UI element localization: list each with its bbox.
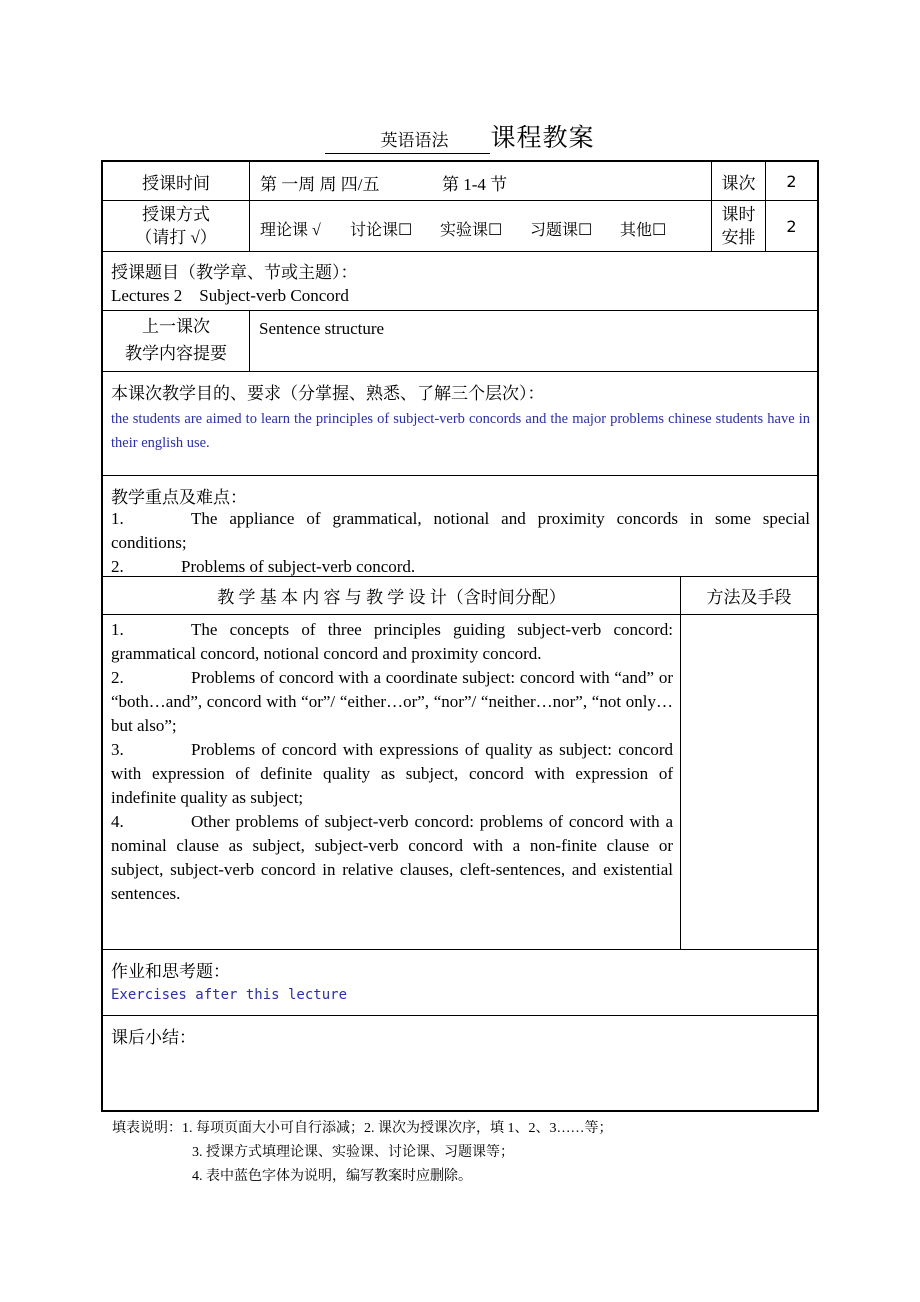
content-item-number: 3. [111,740,124,759]
row-content-header [103,576,817,614]
key-points-list [111,507,810,579]
content-item [111,738,673,810]
hours-label-line2: 安排 [721,228,756,247]
homework-label: 作业和思考题： [111,962,230,981]
key-point-number: 2. [111,557,124,576]
row-key-points [103,475,817,576]
content-list [111,618,673,906]
key-point-item [111,507,810,555]
teaching-method-label [103,201,249,251]
objectives-label: 本课次教学目的、要求（分掌握、熟悉、了解三个层次）： [111,384,545,403]
course-name: 英语语法 [325,126,490,154]
summary-label: 课后小结： [111,1028,196,1047]
content-header: 教 学 基 本 内 容 与 教 学 设 计（含时间分配） [217,588,566,607]
form-notes [112,1117,613,1189]
row-lecture-time [103,162,817,200]
content-item [111,666,673,738]
note-line-1: 填表说明：1. 每项页面大小可自行添减；2. 课次为授课次序，填 1、2、3……等； [112,1121,613,1136]
document-title [0,118,920,154]
option-discussion[interactable]: 讨论课☐ [350,222,413,239]
row-teaching-method [103,200,817,251]
key-point-number: 1. [111,509,124,528]
content-item-text: Other problems of subject-verb concord: problems of concord with a nominal clause as subject, subject-verb concord with a non-finite clause or subject, subject-verb concord in relative clauses, cleft-sentences, and existential sentences. [111,812,673,903]
hours-label-line1: 课时 [721,205,756,224]
note-line-2: 3. 授课方式填理论课、实验课、讨论课、习题课等； [192,1145,514,1160]
lecture-time-cell [249,162,711,200]
previous-lesson-label-line2: 教学内容提要 [125,344,227,363]
previous-lesson-label-line1: 上一课次 [142,317,210,336]
content-item-text: The concepts of three principles guiding subject-verb concord: grammatical concord, notional concord and proximity concord. [111,620,673,663]
key-point-text: Problems of subject-verb concord. [181,557,416,576]
previous-lesson-label [103,311,249,371]
content-body [103,615,680,949]
teaching-method-label-line2: （请打 √） [135,228,217,247]
teaching-method-options [249,201,711,251]
content-item [111,810,673,906]
content-item-text: Problems of concord with expressions of quality as subject: concord with expression of definite quality as subject, concord with expression of indefinite quality as subject; [111,740,673,807]
topic-value: Lectures 2 Subject-verb Concord [111,286,349,305]
previous-lesson-cell [249,311,817,371]
hours-label [711,201,765,251]
lesson-number-label: 课次 [711,162,765,200]
lesson-plan-table [101,160,819,1112]
option-other[interactable]: 其他☐ [620,222,667,239]
option-exercise[interactable]: 习题课☐ [530,222,593,239]
content-item-number: 1. [111,620,124,639]
option-theory[interactable]: 理论课 √ [260,222,321,239]
content-item-text: Problems of concord with a coordinate subject: concord with “and” or “both…and”, concord with “or”/ “either…or”, “nor”/ “neither…nor”, “not only…but also”; [111,668,673,735]
lesson-number-value: 2 [765,162,817,200]
row-content-body [103,614,817,949]
previous-lesson-value: Sentence structure [259,319,385,338]
lecture-period: 第 1-4 节 [442,175,508,194]
key-points-label: 教学重点及难点： [111,488,247,507]
row-previous-lesson [103,310,817,371]
option-experiment[interactable]: 实验课☐ [440,222,503,239]
objectives-text: the students are aimed to learn the principles of subject-verb concords and the major problems chinese students have in their english use. [111,411,810,451]
lecture-time-value: 第 一周 周 四/五 [260,175,380,194]
key-point-text: The appliance of grammatical, notional and proximity concords in some special conditions; [111,509,810,552]
page-title: 课程教案 [490,123,595,152]
note-line-3: 4. 表中蓝色字体为说明，编写教案时应删除。 [192,1169,472,1184]
hours-value: 2 [765,201,817,251]
row-homework [103,949,817,1015]
topic-label: 授课题目（教学章、节或主题）： [111,263,358,282]
row-summary [103,1015,817,1110]
content-item [111,618,673,666]
homework-text: Exercises after this lecture [111,987,348,1003]
row-objectives [103,371,817,475]
teaching-method-label-line1: 授课方式 [142,205,210,224]
method-body [680,615,817,949]
content-item-number: 2. [111,668,124,687]
content-item-number: 4. [111,812,124,831]
row-topic [103,251,817,310]
method-header: 方法及手段 [680,577,817,614]
lecture-time-label: 授课时间 [142,173,210,193]
